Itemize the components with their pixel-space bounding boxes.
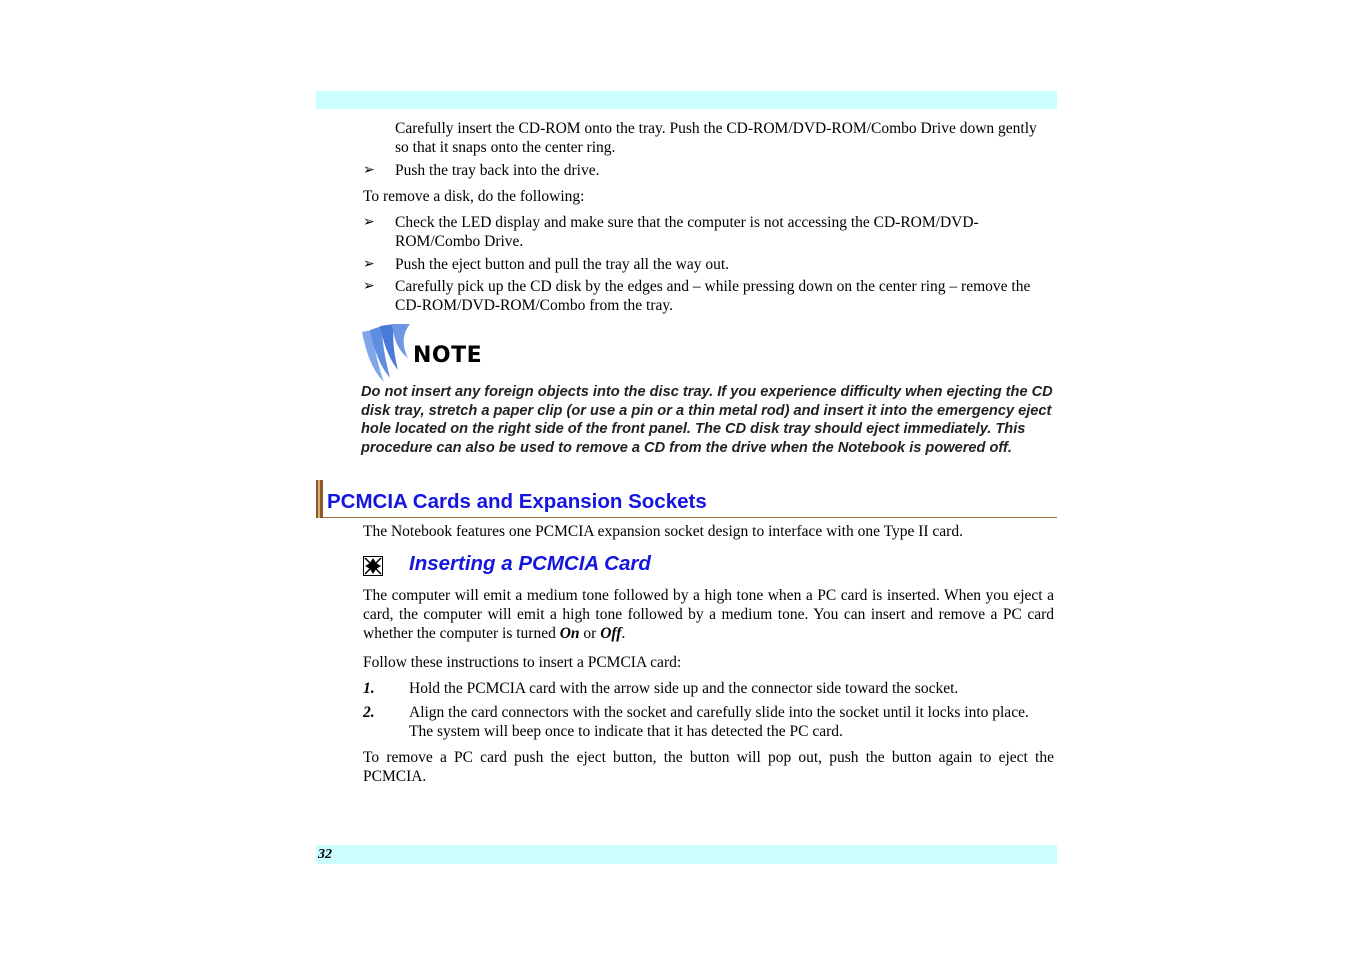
remove-step: Carefully pick up the CD disk by the edges and – while pressing down on the center ring – remove the CD-ROM/DVD-ROM/Combo from the tray. <box>395 278 1031 314</box>
section-title: PCMCIA Cards and Expansion Sockets <box>327 490 707 513</box>
note-label: NOTE <box>413 343 483 368</box>
note-text: Do not insert any foreign objects into the disc tray. If you experience difficulty when ejecting the CD disk tray, stretch a paper clip (or use a pin or a thin metal rod) and insert it into the emergency eject hole located on the right side of the front panel. The CD disk tray should eject immediately. This procedure can also be used to remove a CD from the drive when the Notebook is powered off. <box>361 384 1053 456</box>
tone-paragraph <box>363 586 1054 643</box>
section-underline <box>323 517 1057 518</box>
subsection-marker-icon <box>363 556 383 576</box>
remove-step: Check the LED display and make sure that the computer is not accessing the CD-ROM/DVD-ROM/Combo Drive. <box>395 214 979 250</box>
or-word: or <box>579 625 601 642</box>
bullet-arrow-icon: ➢ <box>363 163 375 178</box>
step-number: 2. <box>363 704 375 721</box>
page-number: 32 <box>318 847 332 862</box>
step-text: Hold the PCMCIA card with the arrow side up and the connector side toward the socket. <box>409 680 959 697</box>
bullet-arrow-icon: ➢ <box>363 257 375 272</box>
bullet-push-tray: Push the tray back into the drive. <box>395 162 600 179</box>
step-text: Align the card connectors with the socket and carefully slide into the socket until it locks into place. The system will beep once to indicate that it has detected the PC card. <box>409 704 1029 740</box>
off-word: Off <box>600 625 622 642</box>
footer-band <box>316 845 1057 864</box>
step-number: 1. <box>363 680 375 697</box>
remove-disk-intro: To remove a disk, do the following: <box>363 188 585 205</box>
follow-intro: Follow these instructions to insert a PCMCIA card: <box>363 654 682 671</box>
period: . <box>621 625 626 642</box>
remove-card-paragraph: To remove a PC card push the eject button, the button will pop out, push the button again to eject the PCMCIA. <box>363 749 1054 785</box>
tone-text: The computer will emit a medium tone followed by a high tone when a PC card is inserted. When you eject a card, the computer will emit a high tone followed by a medium tone. You can insert and remove a PC card whether the computer is turned <box>363 587 1054 642</box>
pcmcia-intro: The Notebook features one PCMCIA expansion socket design to interface with one Type II card. <box>363 523 963 540</box>
bullet-arrow-icon: ➢ <box>363 279 375 294</box>
on-word: On <box>559 625 580 642</box>
note-logo-icon <box>360 322 412 384</box>
bullet-arrow-icon: ➢ <box>363 215 375 230</box>
header-band <box>316 91 1057 109</box>
section-marker-highlight <box>318 480 320 518</box>
remove-step: Push the eject button and pull the tray all the way out. <box>395 256 730 273</box>
subsection-title: Inserting a PCMCIA Card <box>409 552 651 575</box>
cd-insert-paragraph: Carefully insert the CD-ROM onto the tray. Push the CD-ROM/DVD-ROM/Combo Drive down gently so that it snaps onto the center ring. <box>395 120 1037 156</box>
